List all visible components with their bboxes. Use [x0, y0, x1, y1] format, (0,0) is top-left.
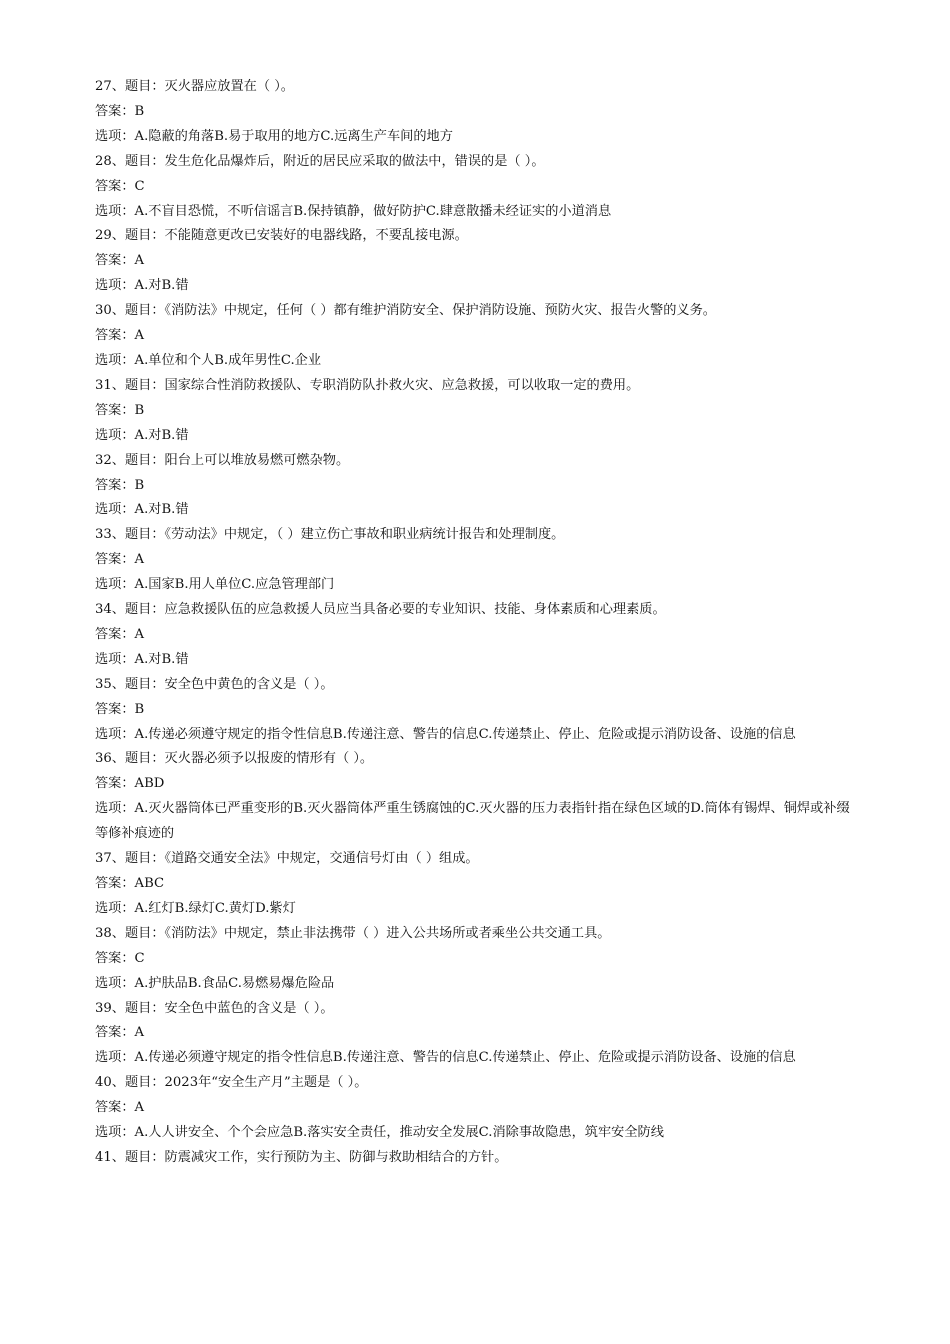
question-text: 33、题目：《劳动法》中规定，（ ）建立伤亡事故和职业病统计报告和处理制度。 — [95, 527, 565, 543]
answer-text: 答案：B — [95, 477, 145, 493]
answer-text: 答案：A — [95, 328, 145, 344]
question-text: 35、题目：安全色中黄色的含义是（ ）。 — [95, 676, 334, 692]
answer-text: 答案：A — [95, 626, 145, 642]
question-text: 34、题目：应急救援队伍的应急救援人员应当具备必要的专业知识、技能、身体素质和心理素质。 — [95, 602, 666, 618]
question-text: 29、题目：不能随意更改已安装好的电器线路，不要乱接电源。 — [95, 228, 468, 244]
question-text: 30、题目：《消防法》中规定，任何（ ）都有维护消防安全、保护消防设施、预防火灾、报告火警的义务。 — [95, 303, 716, 319]
question-text: 41、题目：防震减灾工作，实行预防为主、防御与救助相结合的方针。 — [95, 1149, 508, 1165]
answer-text: 答案：ABC — [95, 876, 165, 891]
answer-text: 答案：C — [95, 950, 145, 966]
options-text: 选项：A.灭火器筒体已严重变形的B.灭火器筒体严重生锈腐蚀的C.灭火器的压力表指针指在绿色区域的D.筒体有锡焊、铜焊或补缀等修补痕迹的 — [95, 801, 850, 842]
question-text: 36、题目：灭火器必须予以报废的情形有（ ）。 — [95, 751, 374, 767]
options-text: 选项：A.红灯B.绿灯C.黄灯D.紫灯 — [95, 900, 296, 916]
options-text: 选项：A.传递必须遵守规定的指令性信息B.传递注意、警告的信息C.传递禁止、停止、危险或提示消防设备、设施的信息 — [95, 726, 796, 742]
document-page — [95, 75, 860, 1171]
options-text: 选项：A.国家B.用人单位C.应急管理部门 — [95, 577, 335, 593]
question-text: 27、题目：灭火器应放置在（ ）。 — [95, 79, 294, 94]
options-text: 选项：A.护肤品B.食品C.易燃易爆危险品 — [95, 975, 335, 991]
answer-text: 答案：C — [95, 178, 145, 194]
question-text: 37、题目：《道路交通安全法》中规定，交通信号灯由（ ）组成。 — [95, 851, 479, 867]
options-text: 选项：A.人人讲安全、个个会应急B.落实安全责任，推动安全发展C.消除事故隐患，筑牢安全防线 — [95, 1125, 664, 1141]
question-text: 28、题目：发生危化品爆炸后，附近的居民应采取的做法中，错误的是（ ）。 — [95, 153, 545, 169]
answer-text: 答案：A — [95, 552, 145, 568]
question-text: 39、题目：安全色中蓝色的含义是（ ）。 — [95, 1000, 334, 1016]
question-text: 40、题目：2023年“安全生产月”主题是（ ）。 — [95, 1075, 368, 1091]
question-text: 31、题目：国家综合性消防救援队、专职消防队扑救火灾、应急救援，可以收取一定的费用。 — [95, 377, 640, 393]
options-text: 选项：A.不盲目恐慌，不听信谣言B.保持镇静，做好防护C.肆意散播未经证实的小道消息 — [95, 203, 612, 219]
options-text: 选项：A.对B.错 — [95, 502, 189, 518]
answer-text: 答案：B — [95, 701, 145, 717]
answer-text: 答案：B — [95, 103, 145, 119]
question-text: 38、题目：《消防法》中规定，禁止非法携带（ ）进入公共场所或者乘坐公共交通工具。 — [95, 925, 611, 941]
options-text: 选项：A.对B.错 — [95, 278, 189, 294]
options-text: 选项：A.对B.错 — [95, 427, 189, 443]
options-text: 选项：A.对B.错 — [95, 651, 189, 667]
answer-text: 答案：ABD — [95, 776, 165, 792]
answer-text: 答案：A — [95, 1100, 145, 1116]
options-text: 选项：A.传递必须遵守规定的指令性信息B.传递注意、警告的信息C.传递禁止、停止、危险或提示消防设备、设施的信息 — [95, 1050, 796, 1066]
options-text: 选项：A.单位和个人B.成年男性C.企业 — [95, 352, 322, 368]
question-text: 32、题目：阳台上可以堆放易燃可燃杂物。 — [95, 452, 350, 468]
answer-text: 答案：B — [95, 402, 145, 418]
options-text: 选项：A.隐蔽的角落B.易于取用的地方C.远离生产车间的地方 — [95, 128, 453, 144]
answer-text: 答案：A — [95, 1025, 145, 1041]
answer-text: 答案：A — [95, 253, 145, 269]
